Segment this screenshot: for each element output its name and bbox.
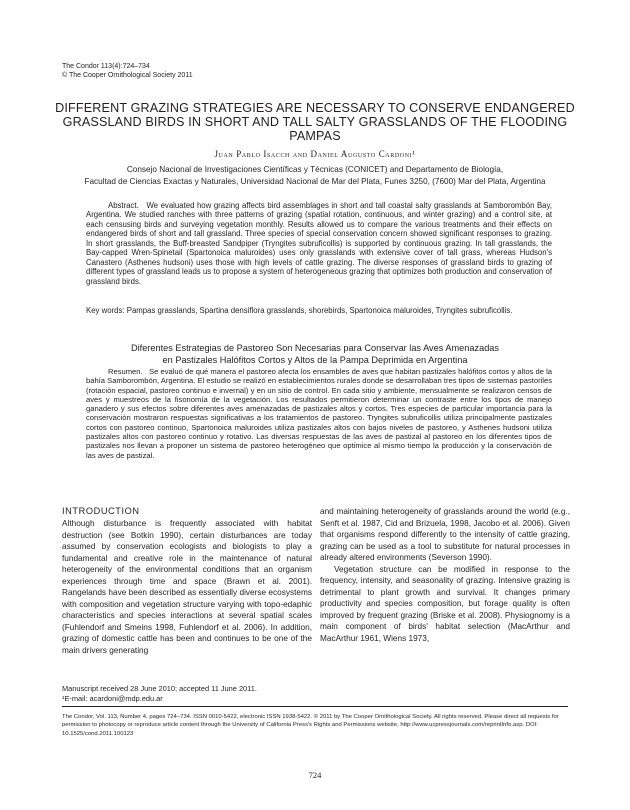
author-email: ¹E-mail: acardoni@mdp.edu.ar [62,693,163,703]
article-title: DIFFERENT GRAZING STRATEGIES ARE NECESSARY TO CONSERVE ENDANGERED GRASSLAND BIRDS IN SHORT AND TALL SALTY GRASSLANDS OF THE FLOODING PAMPAS [55,101,575,143]
introduction-right-column [320,506,570,645]
manuscript-note [62,684,257,703]
resumen-label: Resumen. [108,367,143,376]
spanish-title-line-2: en Pastizales Halófitos Cortos y Altos de la Pampa Deprimida en Argentina [162,355,468,365]
keywords [86,306,552,316]
keywords-label: Key words: [86,306,125,315]
resumen [86,367,552,460]
journal-header [62,62,193,80]
footer-divider [62,706,568,707]
authors: Juan Pablo Isacch and Daniel Augusto Cardoni¹ [214,149,416,159]
keywords-text: Pampas grasslands, Spartina densiflora grasslands, shorebirds, Spartonoica maluroides, Tryngites subruficollis. [126,306,513,315]
abstract [86,201,552,286]
journal-copyright: © The Cooper Ornithological Society 2011 [62,72,193,79]
resumen-text: Se evaluó de qué manera el pastoreo afecta los ensambles de aves que habitan pastizales halófitos cortos y altos de la bahía Samborombón, Argentina. El estudio se realizó en establecimientos rurales donde se desarrollaban tres tipos de sistemas pastoriles (rotación espacial, pastoreo continuo e invernal) y en un sitio de control. En cada sitio y ambiente, mensualmente se realizaron censos de aves y muestreos de la fisonomía de la vegetación. Los resultados permitieron determinar un contraste entre los tipos de manejo ganadero y sus efectos sobre diferentes aves amenazadas de pastizales altos y cortos. Tres especies de particular importancia para la conservación mostraron respuestas significativas a los tratamientos de pastoreo. Tryngites subruficollis utiliza principalmente pastizales cortos con pastoreo continuo, Spartonoica maluroides utiliza pastizales altos con bajos niveles de pastoreo, y Asthenes hudsoni utiliza pastizales altos con pastoreo continuo y rotativo. Las diversas respuestas de las aves de pastizal al pastoreo en los diferentes tipos de pastizales nos llevan a proponer un sistema de pastoreo heterogéneo que optimice al mismo tiempo la producción y la conservación de las aves de pastizal. [86,367,552,460]
introduction-right-paragraph-2: Vegetation structure can be modified in response to the frequency, intensity, and seasonality of grazing. Intensive grazing is detrimental to plant growth and survival. It changes primary productivity and species composition, but forage quality is often improved by frequent grazing (Briske et al. 2008). Physiognomy is a main component of birds' habitat selection (MacArthur and MacArthur 1961, Wiens 1973, [320,564,570,644]
journal-citation: The Condor 113(4):724–734 [62,63,150,70]
affiliation [40,164,590,187]
introduction-right-paragraph-1: and maintaining heterogeneity of grasslands around the world (e.g., Senft et al. 1987, Cid and Brizuela, 1998, Jacobo et al. 2006). Given that organisms respond differently to the intensity of cattle grazing, grazing can be used as a tool to substitute for natural processes in already altered environments (Severson 1990). [320,507,570,563]
affiliation-line-2: Facultad de Ciencias Exactas y Naturales, Universidad Nacional de Mar del Plata, Funes 3250, (7600) Mar del Plata, Argentina [84,176,546,186]
introduction-heading: INTRODUCTION [62,506,140,516]
page-number: 724 [308,770,322,780]
abstract-text: We evaluated how grazing affects bird assemblages in short and tall coastal salty grasslands at Samborombón Bay, Argentina. We studied ranches with three patterns of grazing (spatial rotation, continuous, and winter grazing) and a control site, at each censusing birds and surveying vegetation monthly. Results allowed us to compare the various treatments and their effects on endangered birds of short and tall grassland. Three species of special conservation concern showed significant responses to grazing. In short grasslands, the Buff-breasted Sandpiper (Tryngites subruficollis) is supported by continuous grazing. In tall grasslands, the Bay-capped Wren-Spinetail (Spartonoica maluroides) uses only grasslands with extensive cover of tall grass, whereas Hudson's Canastero (Asthenes hudsoni) uses those with high levels of cattle grazing. The diverse responses of grassland birds to grazing of different types of grassland leads us to propose a system of heterogeneous grazing that optimizes both production and conservation of grassland birds. [86,201,553,286]
introduction-left-column: Although disturbance is frequently associated with habitat destruction (see Botkin 1990), certain disturbances are today assumed by conservation ecologists and biologists to play a fundamental and creative role in the maintenance of natural heterogeneity of the environmental conditions that an organism experiences through time and space (Brawn et al. 2001). Rangelands have been described as essentially diverse ecosystems with composition and vegetation structure varying with topo-edaphic characteristics and species interactions at several spatial scales (Fuhlendorf and Smeins 1998, Fuhlendorf et al. 2006). In addition, grazing of domestic cattle has been and continues to be one of the main drivers generating [62,519,312,656]
spanish-title-line-1: Diferentes Estrategias de Pastoreo Son Necesarias para Conservar las Aves Amenazadas [130,343,500,353]
spanish-title [40,342,590,366]
footer-note: The Condor, Vol. 113, Number 4, pages 724–734. ISSN 0010-5422, electronic ISSN 1938-5422. © 2011 by The Cooper Ornithological Society. All rights reserved. Please direct all requests for permission to photocopy or reproduce article content through the University of California Press's Rights and Permissions website, http://www.ucpressjournals.com/reprintInfo.asp. DOI: 10.1525/cond.2011.100123 [62,714,559,737]
manuscript-received: Manuscript received 28 June 2010; accepted 11 June 2011. [62,684,257,693]
abstract-label: Abstract. [108,201,139,210]
affiliation-line-1: Consejo Nacional de Investigaciones Científicas y Técnicas (CONICET) and Departamento de Biología, [126,165,504,174]
